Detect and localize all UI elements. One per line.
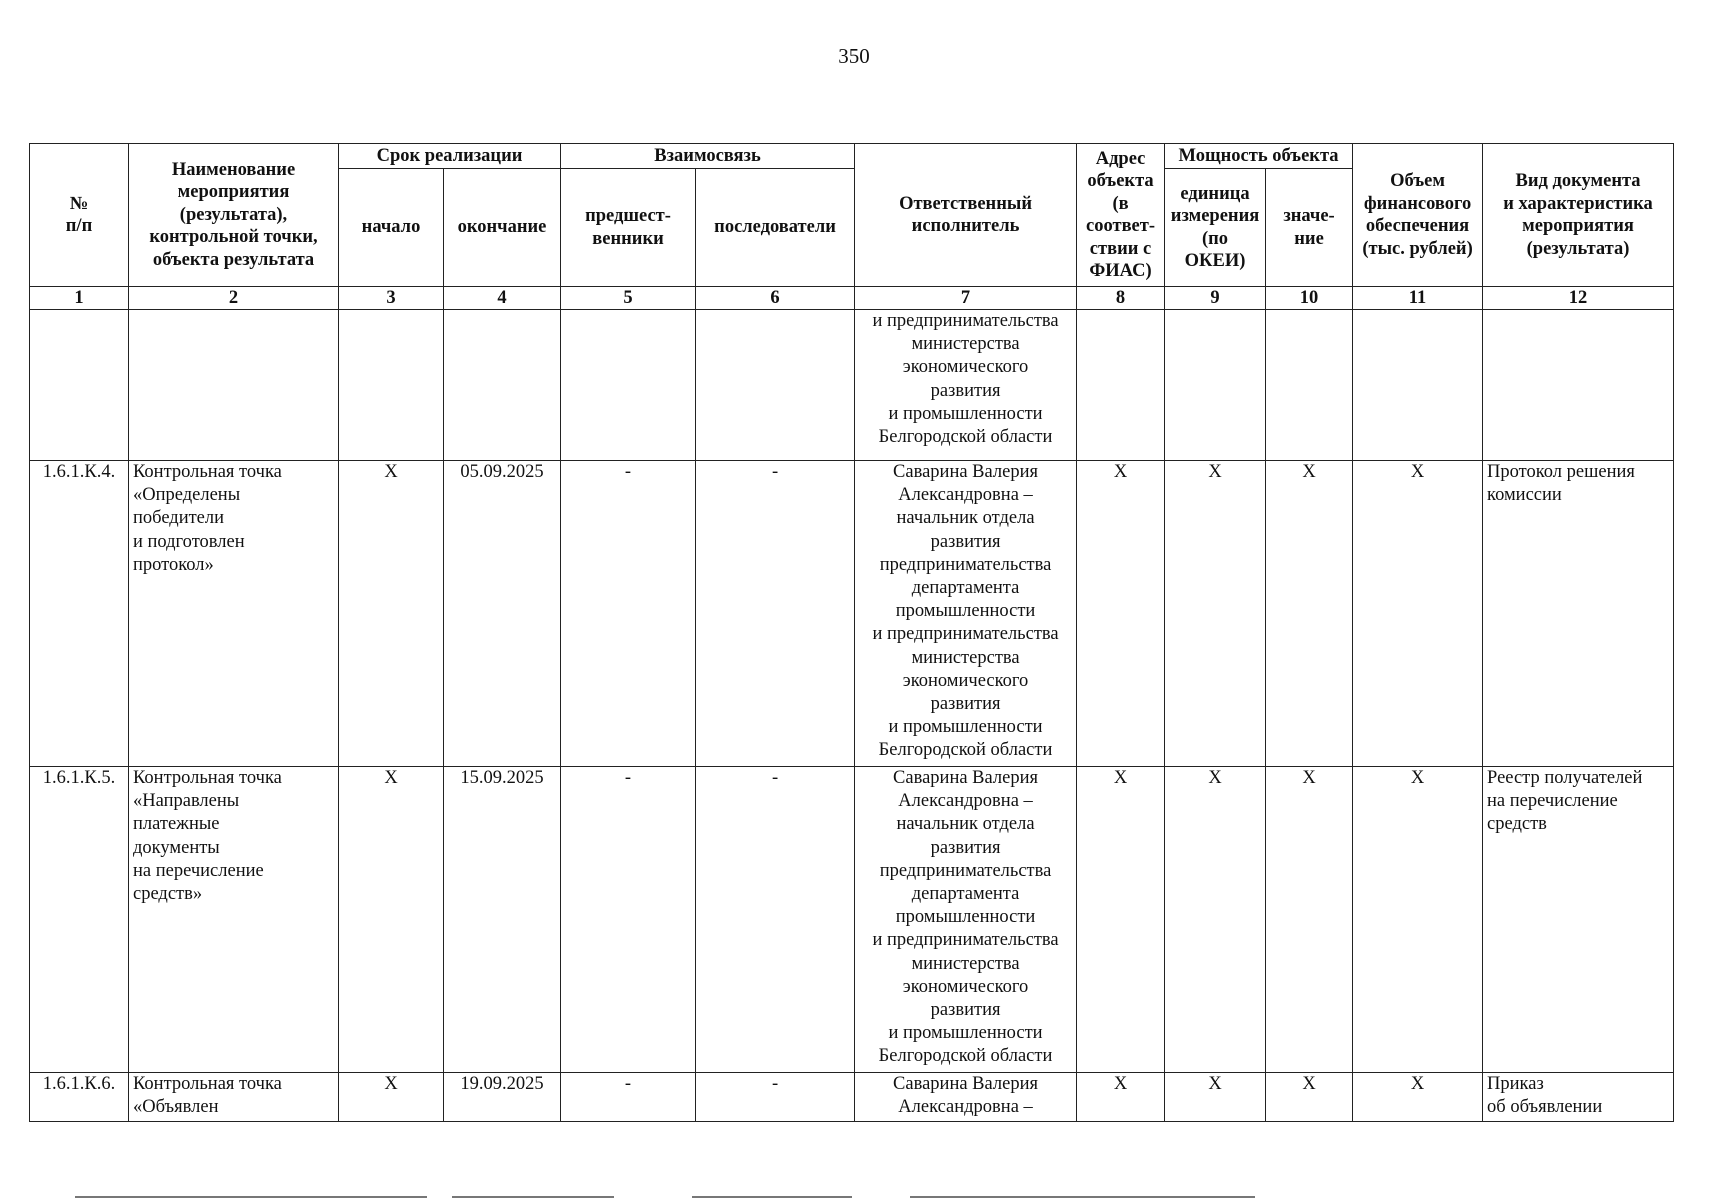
cell-name [129, 310, 339, 461]
cell-end [444, 310, 561, 461]
header-successors: последователи [696, 169, 855, 287]
cell-responsible: Саварина Валерия Александровна – начальник отдела развития предпринимательства департамента промышленности и предпринимательства министерства экономического развития и промышленности Белгородской области [855, 767, 1077, 1073]
activities-table [29, 143, 1674, 1122]
cell-value [1266, 310, 1353, 461]
header-unit: единица измерения (по ОКЕИ) [1165, 169, 1266, 287]
cell-unit [1165, 310, 1266, 461]
cell-predecessors: - [561, 1073, 696, 1122]
cell-predecessors [561, 310, 696, 461]
column-number: 11 [1353, 287, 1483, 310]
cell-value: X [1266, 767, 1353, 1073]
cell-num [30, 310, 129, 461]
cell-funding [1353, 310, 1483, 461]
header-value: значе- ние [1266, 169, 1353, 287]
cell-start [339, 310, 444, 461]
cell-value: X [1266, 461, 1353, 767]
cell-responsible: Саварина Валерия Александровна – [855, 1073, 1077, 1122]
cell-name: Контрольная точка «Направлены платежные документы на перечисление средств» [129, 767, 339, 1073]
table-row [30, 767, 1674, 1073]
header-funding: Объем финансового обеспечения (тыс. рублей) [1353, 144, 1483, 287]
cell-unit: X [1165, 461, 1266, 767]
column-number: 8 [1077, 287, 1165, 310]
cell-end: 19.09.2025 [444, 1073, 561, 1122]
cell-address [1077, 310, 1165, 461]
column-number: 6 [696, 287, 855, 310]
column-number: 5 [561, 287, 696, 310]
cell-doc-type: Приказ об объявлении [1483, 1073, 1674, 1122]
column-number: 7 [855, 287, 1077, 310]
column-number: 9 [1165, 287, 1266, 310]
cell-funding: X [1353, 767, 1483, 1073]
header-name: Наименование мероприятия (результата), контрольной точки, объекта результата [129, 144, 339, 287]
cell-successors: - [696, 767, 855, 1073]
cell-doc-type: Реестр получателей на перечисление средств [1483, 767, 1674, 1073]
cell-address: X [1077, 461, 1165, 767]
header-start: начало [339, 169, 444, 287]
cell-unit: X [1165, 1073, 1266, 1122]
cell-value: X [1266, 1073, 1353, 1122]
column-number: 3 [339, 287, 444, 310]
header-period-group: Срок реализации [339, 144, 561, 169]
cell-num: 1.6.1.К.5. [30, 767, 129, 1073]
header-end: окончание [444, 169, 561, 287]
cell-address: X [1077, 767, 1165, 1073]
header-predecessors: предшест- венники [561, 169, 696, 287]
scan-rule [692, 1196, 852, 1198]
cell-address: X [1077, 1073, 1165, 1122]
cell-num: 1.6.1.К.4. [30, 461, 129, 767]
header-capacity-group: Мощность объекта [1165, 144, 1353, 169]
cell-num: 1.6.1.К.6. [30, 1073, 129, 1122]
cell-predecessors: - [561, 461, 696, 767]
cell-start: X [339, 767, 444, 1073]
table-row [30, 1073, 1674, 1122]
cell-funding: X [1353, 461, 1483, 767]
cell-responsible: и предпринимательства министерства экономического развития и промышленности Белгородской области [855, 310, 1077, 461]
cell-start: X [339, 461, 444, 767]
cell-successors: - [696, 461, 855, 767]
cell-predecessors: - [561, 767, 696, 1073]
header-num: № п/п [30, 144, 129, 287]
table-row [30, 461, 1674, 767]
table-row [30, 310, 1674, 461]
header-doc-type: Вид документа и характеристика мероприятия (результата) [1483, 144, 1674, 287]
header-address: Адрес объекта (в соответ- ствии с ФИАС) [1077, 144, 1165, 287]
cell-successors: - [696, 1073, 855, 1122]
cell-name: Контрольная точка «Объявлен [129, 1073, 339, 1122]
column-number: 12 [1483, 287, 1674, 310]
cell-successors [696, 310, 855, 461]
scan-rule [75, 1196, 427, 1198]
scan-rule [452, 1196, 614, 1198]
cell-responsible: Саварина Валерия Александровна – начальник отдела развития предпринимательства департамента промышленности и предпринимательства министерства экономического развития и промышленности Белгородской области [855, 461, 1077, 767]
column-number: 10 [1266, 287, 1353, 310]
cell-doc-type: Протокол решения комиссии [1483, 461, 1674, 767]
cell-funding: X [1353, 1073, 1483, 1122]
cell-end: 05.09.2025 [444, 461, 561, 767]
cell-start: X [339, 1073, 444, 1122]
cell-name: Контрольная точка «Определены победители и подготовлен протокол» [129, 461, 339, 767]
page-number: 350 [838, 44, 870, 68]
cell-doc-type [1483, 310, 1674, 461]
column-number: 1 [30, 287, 129, 310]
cell-end: 15.09.2025 [444, 767, 561, 1073]
cell-unit: X [1165, 767, 1266, 1073]
column-number: 2 [129, 287, 339, 310]
header-link-group: Взаимосвязь [561, 144, 855, 169]
header-responsible: Ответственный исполнитель [855, 144, 1077, 287]
column-number: 4 [444, 287, 561, 310]
scan-rule [910, 1196, 1255, 1198]
